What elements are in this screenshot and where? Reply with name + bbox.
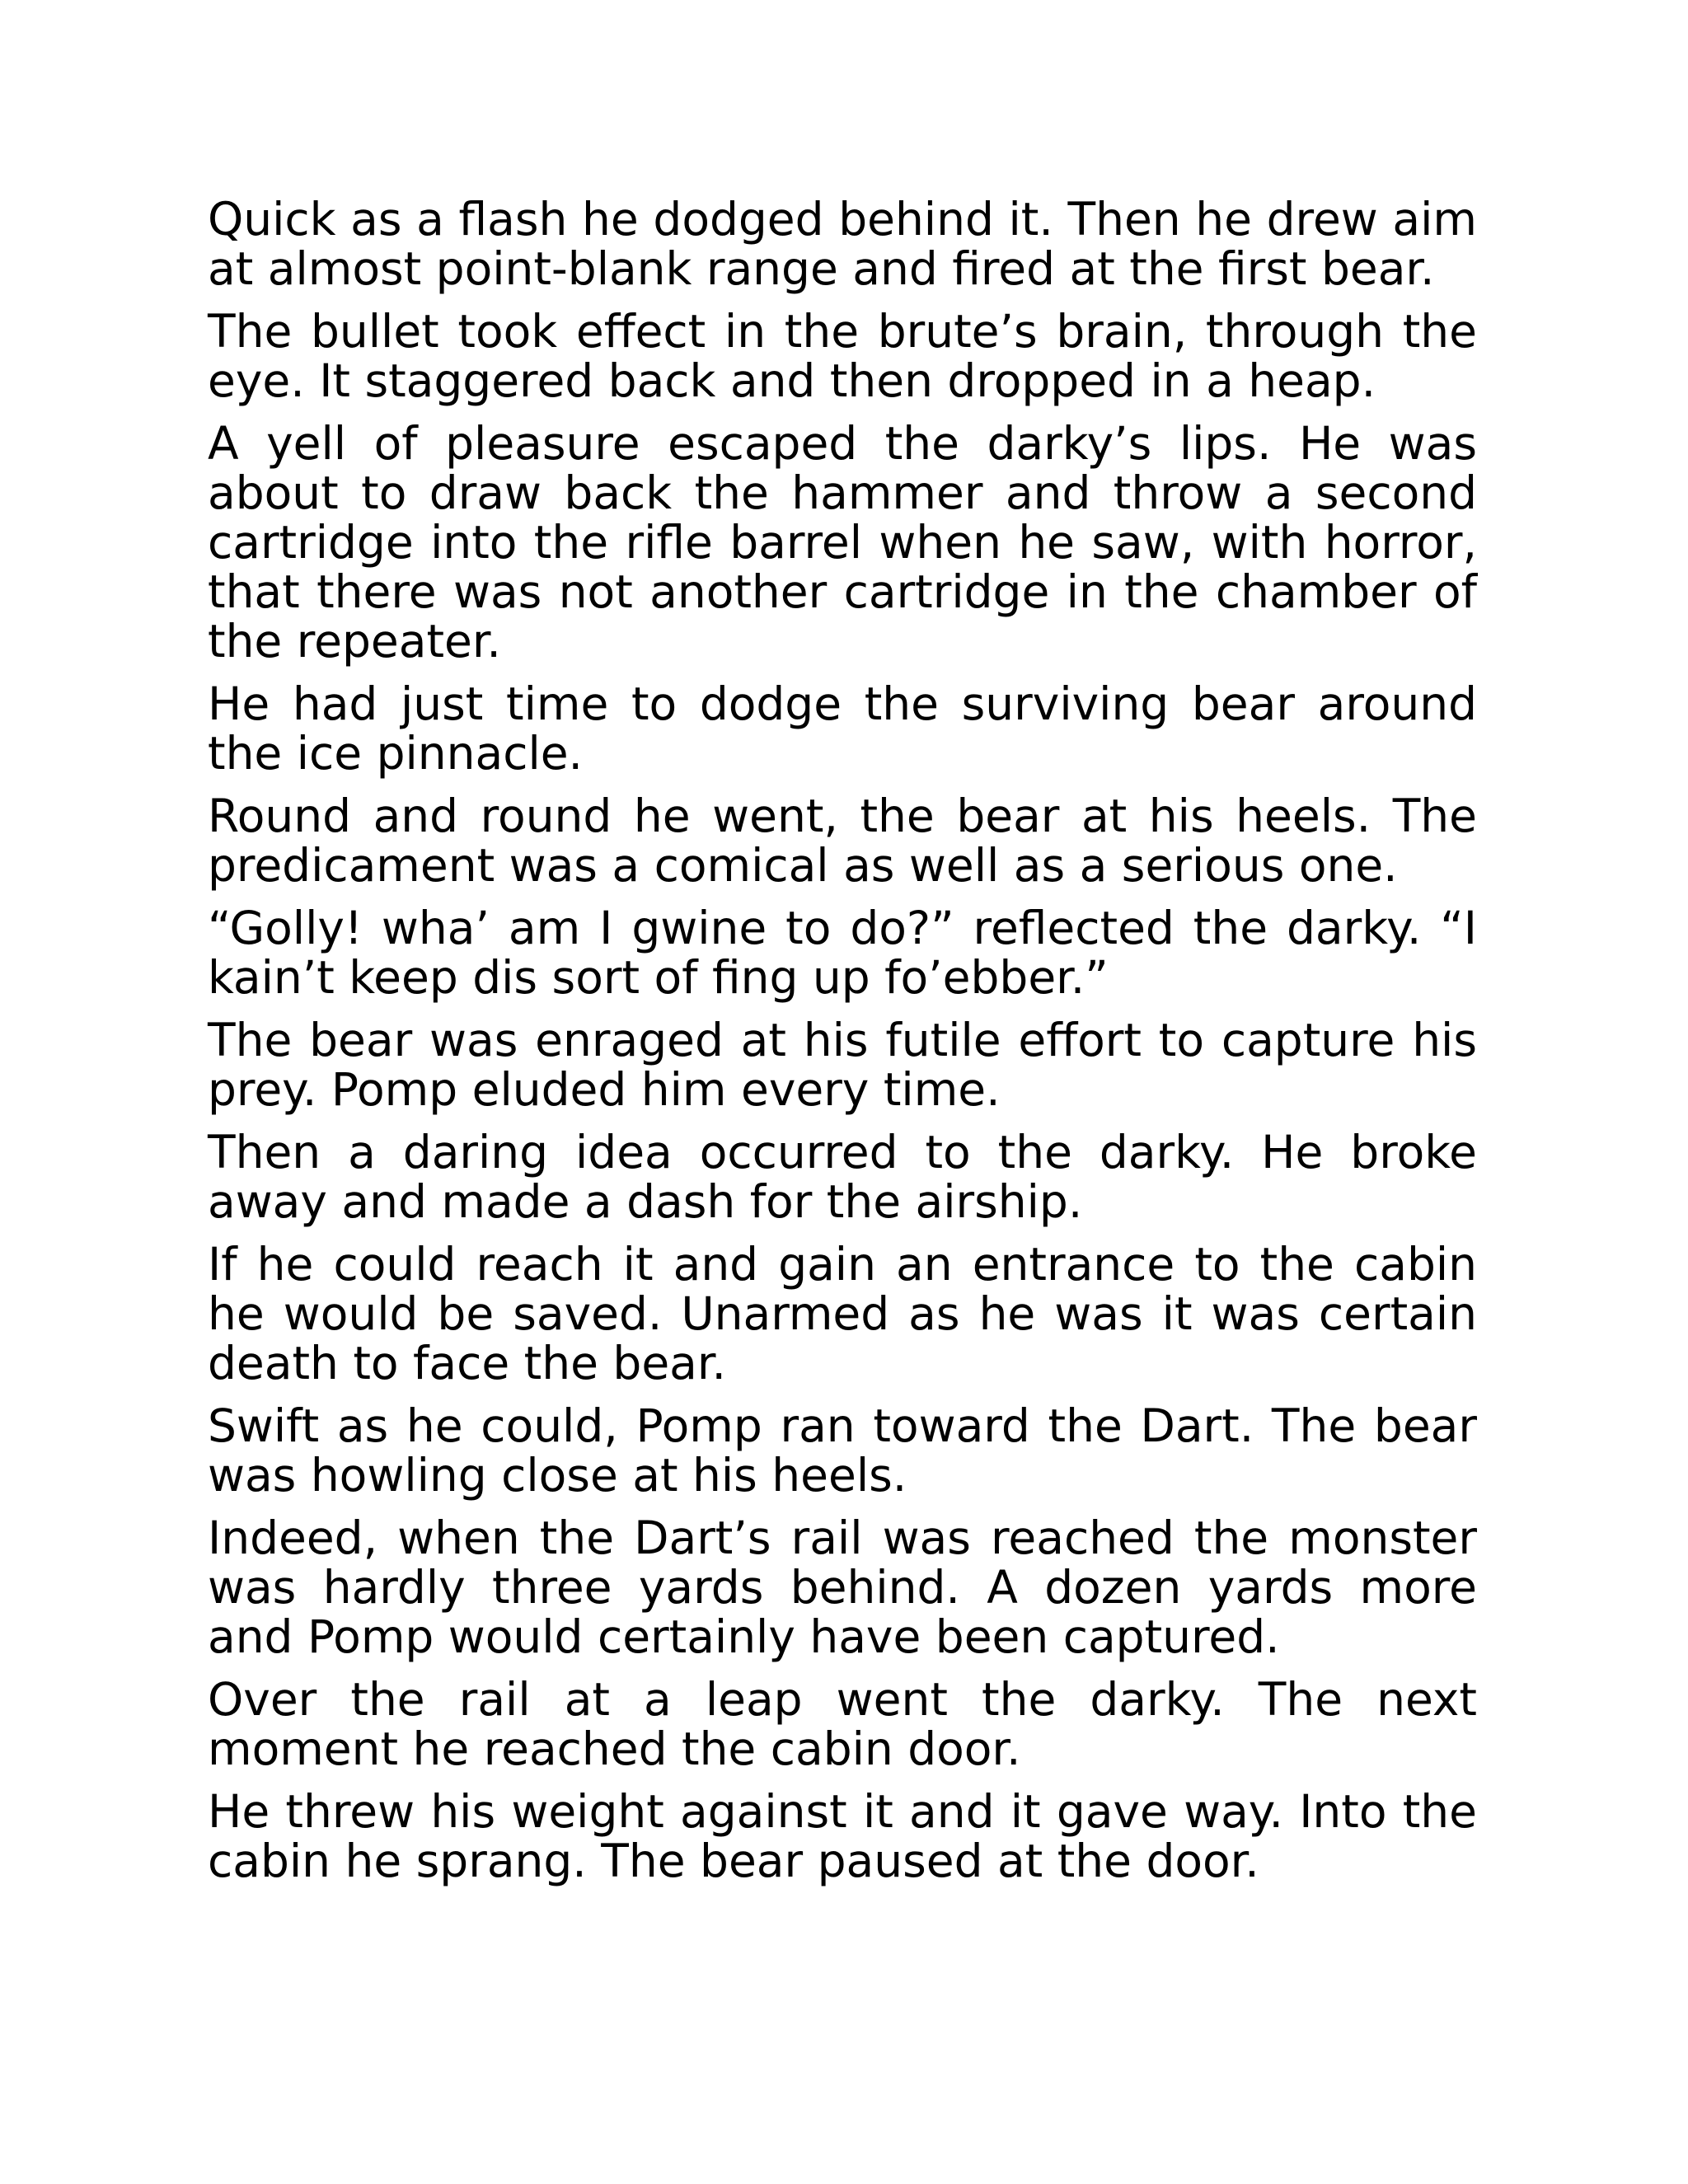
paragraph: Quick as a flash he dodged behind it. Then he drew aim at almost point-blank range and fired at the first bear. <box>208 193 1477 295</box>
paragraph: Round and round he went, the bear at his heels. The predicament was a comical as well as a serious one. <box>208 790 1477 892</box>
paragraph: A yell of pleasure escaped the darky’s lips. He was about to draw back the hammer and throw a second cartridge into the rifle barrel when he saw, with horror, that there was not another cartridge in the chamber of the repeater. <box>208 417 1477 668</box>
paragraph: Then a daring idea occurred to the darky. He broke away and made a dash for the airship. <box>208 1126 1477 1228</box>
paragraph: He threw his weight against it and it gave way. Into the cabin he sprang. The bear paused at the door. <box>208 1785 1477 1887</box>
paragraph: If he could reach it and gain an entrance to the cabin he would be saved. Unarmed as he was it was certain death to face the bear. <box>208 1238 1477 1390</box>
paragraph: Over the rail at a leap went the darky. The next moment he reached the cabin door. <box>208 1673 1477 1775</box>
paragraph: Swift as he could, Pomp ran toward the Dart. The bear was howling close at his heels. <box>208 1399 1477 1502</box>
paragraph: The bullet took effect in the brute’s brain, through the eye. It staggered back and then dropped in a heap. <box>208 305 1477 407</box>
body-text-column <box>208 194 1477 1886</box>
paragraph: Indeed, when the Dart’s rail was reached the monster was hardly three yards behind. A dozen yards more and Pomp would certainly have been captured. <box>208 1511 1477 1663</box>
paragraph: “Golly! wha’ am I gwine to do?” reflected the darky. “I kain’t keep dis sort of fing up fo’ebber.” <box>208 902 1477 1004</box>
paragraph: The bear was enraged at his futile effort to capture his prey. Pomp eluded him every time. <box>208 1014 1477 1116</box>
paragraph: He had just time to dodge the surviving bear around the ice pinnacle. <box>208 677 1477 780</box>
